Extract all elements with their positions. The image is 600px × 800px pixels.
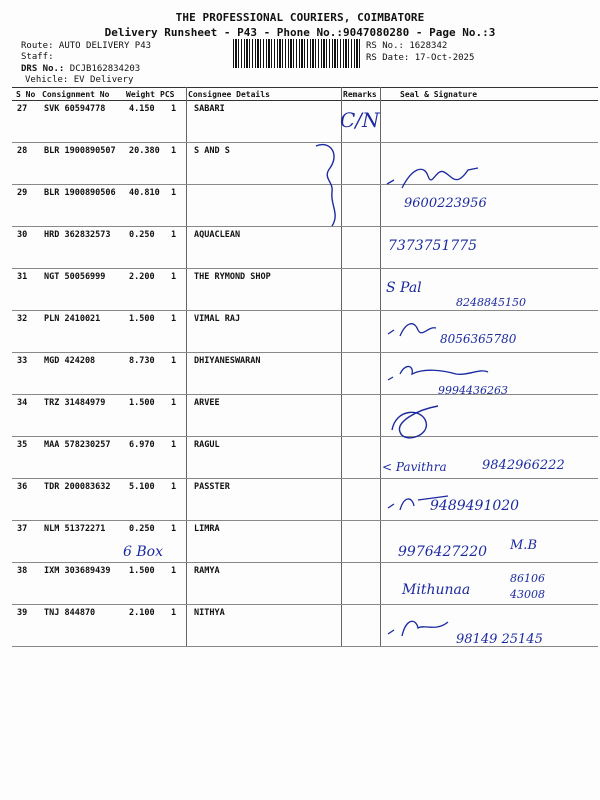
cell-pcs: 1 [171, 314, 177, 324]
cell-sno: 28 [17, 146, 28, 156]
col-weight: Weight [126, 90, 155, 99]
rs-number: RS No.: 1628342 [366, 41, 448, 51]
signature-phone: 8248845150 [456, 296, 526, 309]
cell-consignee: LIMRA [194, 524, 220, 534]
cell-weight: 5.100 [129, 482, 155, 492]
cell-sno: 39 [17, 608, 28, 618]
cell-consignment: NGT 50056999 [44, 272, 106, 282]
staff-label: Staff: [21, 52, 54, 62]
cell-pcs: 1 [171, 608, 177, 618]
cell-consignment: NLM 51372271 [44, 524, 106, 534]
cell-sno: 38 [17, 566, 28, 576]
cell-pcs: 1 [171, 146, 177, 156]
cell-consignee: AQUACLEAN [194, 230, 241, 240]
col-pcs: PCS [160, 90, 175, 99]
cell-sno: 30 [17, 230, 28, 240]
cell-sno: 27 [17, 104, 28, 114]
signature-name: < Pavithra [382, 460, 447, 474]
signature-scribble [384, 614, 454, 642]
cell-sno: 35 [17, 440, 28, 450]
signature-phone: 9489491020 [430, 498, 520, 514]
table-row [12, 100, 598, 143]
cell-consignment: TRZ 31484979 [44, 398, 106, 408]
cell-sno: 36 [17, 482, 28, 492]
cell-pcs: 1 [171, 566, 177, 576]
rs-date: RS Date: 17-Oct-2025 [366, 53, 475, 63]
cell-weight: 40.810 [129, 188, 160, 198]
drs-value: DCJB162834203 [69, 64, 141, 74]
signature-scribble [386, 400, 446, 448]
cell-weight: 2.100 [129, 608, 155, 618]
cell-weight: 8.730 [129, 356, 155, 366]
cell-weight: 0.250 [129, 230, 155, 240]
cell-pcs: 1 [171, 398, 177, 408]
cell-consignment: BLR 1900890507 [44, 146, 116, 156]
signature-phone: 9976427220 [398, 544, 488, 560]
cell-sno: 33 [17, 356, 28, 366]
cell-consignment: BLR 1900890506 [44, 188, 116, 198]
signature-scribble [382, 158, 492, 198]
drs-number [21, 64, 140, 75]
signature-phone: 8056365780 [440, 332, 517, 346]
signature-initials: M.B [510, 538, 537, 553]
signature-phone: 9600223956 [404, 196, 487, 211]
barcode [233, 39, 361, 68]
cell-weight: 1.500 [129, 566, 155, 576]
cell-consignee: VIMAL RAJ [194, 314, 241, 324]
cell-consignee: SABARI [194, 104, 225, 114]
cell-consignee: ARVEE [194, 398, 220, 408]
handwritten-remark: C/N [340, 108, 380, 132]
col-consignee: Consignee Details [188, 90, 270, 99]
col-remarks: Remarks [343, 90, 377, 99]
col-sno: S No [16, 90, 36, 99]
cell-pcs: 1 [171, 524, 177, 534]
col-signature: Seal & Signature [400, 90, 478, 99]
cell-consignment: TNJ 844870 [44, 608, 96, 618]
signature-name: Mithunaa [402, 582, 471, 598]
signature-phone: 7373751775 [388, 238, 478, 254]
signature-phone: 9994436263 [438, 384, 508, 397]
cell-consignment: PLN 2410021 [44, 314, 101, 324]
cell-consignment: HRD 362832573 [44, 230, 111, 240]
cell-consignee: PASSTER [194, 482, 230, 492]
cell-pcs: 1 [171, 272, 177, 282]
table-header [12, 87, 598, 101]
cell-sno: 34 [17, 398, 28, 408]
cell-pcs: 1 [171, 440, 177, 450]
cell-sno: 31 [17, 272, 28, 282]
col-consignment: Consignment No [42, 90, 110, 99]
cell-pcs: 1 [171, 482, 177, 492]
signature-pin: 86106 [510, 572, 545, 585]
company-title: THE PROFESSIONAL COURIERS, COIMBATORE [175, 11, 425, 24]
drs-label: DRS No.: [21, 64, 65, 74]
table-row [12, 394, 598, 437]
signature-scribble [384, 316, 444, 342]
cell-pcs: 1 [171, 188, 177, 198]
table-row [12, 184, 598, 227]
signature-pin: 43008 [510, 588, 545, 601]
box-count-note: 6 Box [123, 544, 163, 560]
signature-scribble [384, 358, 494, 386]
cell-weight: 1.500 [129, 398, 155, 408]
signature-name-text: Pavithra [395, 460, 447, 474]
cell-consignment: TDR 200083632 [44, 482, 111, 492]
cell-weight: 20.380 [129, 146, 160, 156]
signature-phone: 98149 25145 [456, 632, 543, 647]
runsheet-subtitle: Delivery Runsheet - P43 - Phone No.:9047080280 - Page No.:3 [104, 26, 496, 39]
route-label: Route: AUTO DELIVERY P43 [21, 41, 152, 51]
cell-pcs: 1 [171, 104, 177, 114]
cell-consignment: MAA 578230257 [44, 440, 111, 450]
cell-sno: 32 [17, 314, 28, 324]
signature-phone: 9842966222 [482, 458, 565, 473]
cell-sno: 37 [17, 524, 28, 534]
table-row [12, 142, 598, 185]
cell-pcs: 1 [171, 230, 177, 240]
cell-consignee: RAGUL [194, 440, 220, 450]
cell-weight: 1.500 [129, 314, 155, 324]
cell-weight: 2.200 [129, 272, 155, 282]
cell-consignment: IXM 303689439 [44, 566, 111, 576]
cell-consignee: THE RYMOND SHOP [194, 272, 271, 282]
vehicle-label: Vehicle: EV Delivery [25, 75, 134, 85]
cell-weight: 6.970 [129, 440, 155, 450]
cell-consignment: MGD 424208 [44, 356, 96, 366]
cell-consignee: NITHYA [194, 608, 225, 618]
signature-name: S Pal [386, 280, 422, 296]
bracket-scribble [310, 140, 350, 230]
table-row [12, 226, 598, 269]
cell-consignee: S AND S [194, 146, 230, 156]
table-row [12, 352, 598, 395]
cell-sno: 29 [17, 188, 28, 198]
cell-consignment: SVK 60594778 [44, 104, 106, 114]
cell-weight: 0.250 [129, 524, 155, 534]
cell-consignee: DHIYANESWARAN [194, 356, 261, 366]
cell-pcs: 1 [171, 356, 177, 366]
cell-weight: 4.150 [129, 104, 155, 114]
cell-consignee: RAMYA [194, 566, 220, 576]
